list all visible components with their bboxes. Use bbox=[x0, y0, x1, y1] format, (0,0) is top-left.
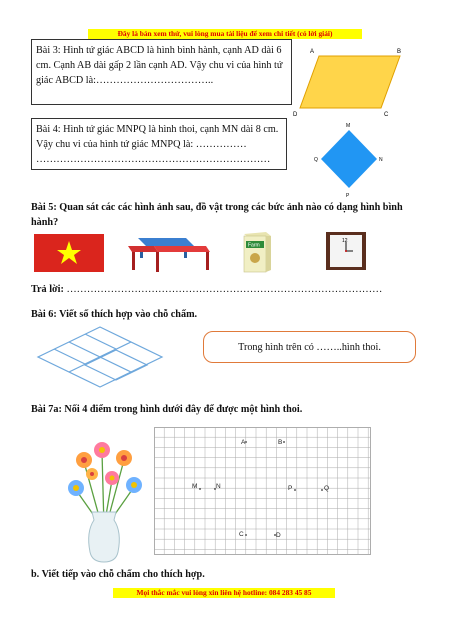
exercise-6-title: Bài 6: Viết số thích hợp vào chỗ chấm. bbox=[31, 309, 198, 320]
label-d: D bbox=[293, 112, 298, 118]
exercise-4-text: Bài 4: Hình tứ giác MNPQ là hình thoi, cạnh MN dài 8 cm. Vậy chu vi của hình tứ giác MNPQ là: …………… …………………………………………………………… bbox=[36, 124, 279, 165]
exercise-7a-title: Bài 7a: Nối 4 điểm trong hình dưới đây để được một hình thoi. bbox=[31, 404, 303, 415]
dot-grid-figure bbox=[154, 427, 371, 555]
label-q: Q bbox=[314, 157, 318, 163]
label-p: P bbox=[346, 193, 350, 199]
clock-twelve: 12 bbox=[342, 238, 348, 244]
point-n: N bbox=[216, 483, 221, 490]
flag-image bbox=[34, 234, 104, 272]
exercise-5-question: Bài 5: Quan sát các các hình ảnh sau, đồ vật trong các bức ảnh nào có dạng hình bình hành? bbox=[31, 202, 403, 228]
label-a: A bbox=[310, 49, 315, 55]
clock-image bbox=[325, 231, 367, 271]
callout-text: Trong hình trên có ……..hình thoi. bbox=[238, 341, 381, 353]
label-c: C bbox=[384, 112, 389, 118]
header-banner: Đây là bản xem thử, vui lòng mua tài liệu để xem chi tiết (có lời giải) bbox=[88, 29, 362, 39]
point-q: Q bbox=[324, 485, 330, 492]
rhombus-shape bbox=[321, 130, 377, 188]
point-p: P bbox=[288, 485, 293, 492]
exercise-7b-title: b. Viết tiếp vào chỗ chấm cho thích hợp. bbox=[31, 569, 205, 580]
parallelogram-shape bbox=[300, 56, 400, 108]
exercise-5-answer bbox=[31, 282, 431, 297]
exercise-3-text: Bài 3: Hình tứ giác ABCD là hình bình hành, cạnh AD dài 6 cm. Cạnh AB dài gấp 2 lần cạnh AD. Vậy chu vi của hình tứ giác ABCD là:…………………………….. bbox=[36, 45, 283, 86]
exercise-6-callout bbox=[203, 331, 416, 363]
point-c: C bbox=[239, 531, 244, 538]
rhombus-figure bbox=[306, 120, 386, 200]
flower-vase-image bbox=[62, 432, 152, 567]
label-m: M bbox=[346, 123, 351, 129]
label-n: N bbox=[379, 157, 383, 163]
footer-banner: Mọi thắc mắc vui lòng xin liên hệ hotline: 084 283 45 85 bbox=[113, 588, 335, 598]
point-a: A bbox=[241, 439, 246, 446]
point-b: B bbox=[278, 439, 283, 446]
point-m: M bbox=[192, 483, 198, 490]
answer-label: Trả lời: bbox=[31, 284, 64, 295]
tables-image bbox=[124, 232, 212, 276]
label-b: B bbox=[397, 49, 402, 55]
answer-dots[interactable]: ………………………………………………………………………………… bbox=[66, 284, 383, 295]
milk-box-image bbox=[240, 228, 274, 274]
rhombus-pattern-figure bbox=[30, 324, 200, 394]
point-d: D bbox=[276, 532, 281, 539]
parallelogram-figure bbox=[290, 45, 415, 120]
milk-box-label: Farm bbox=[248, 242, 260, 249]
